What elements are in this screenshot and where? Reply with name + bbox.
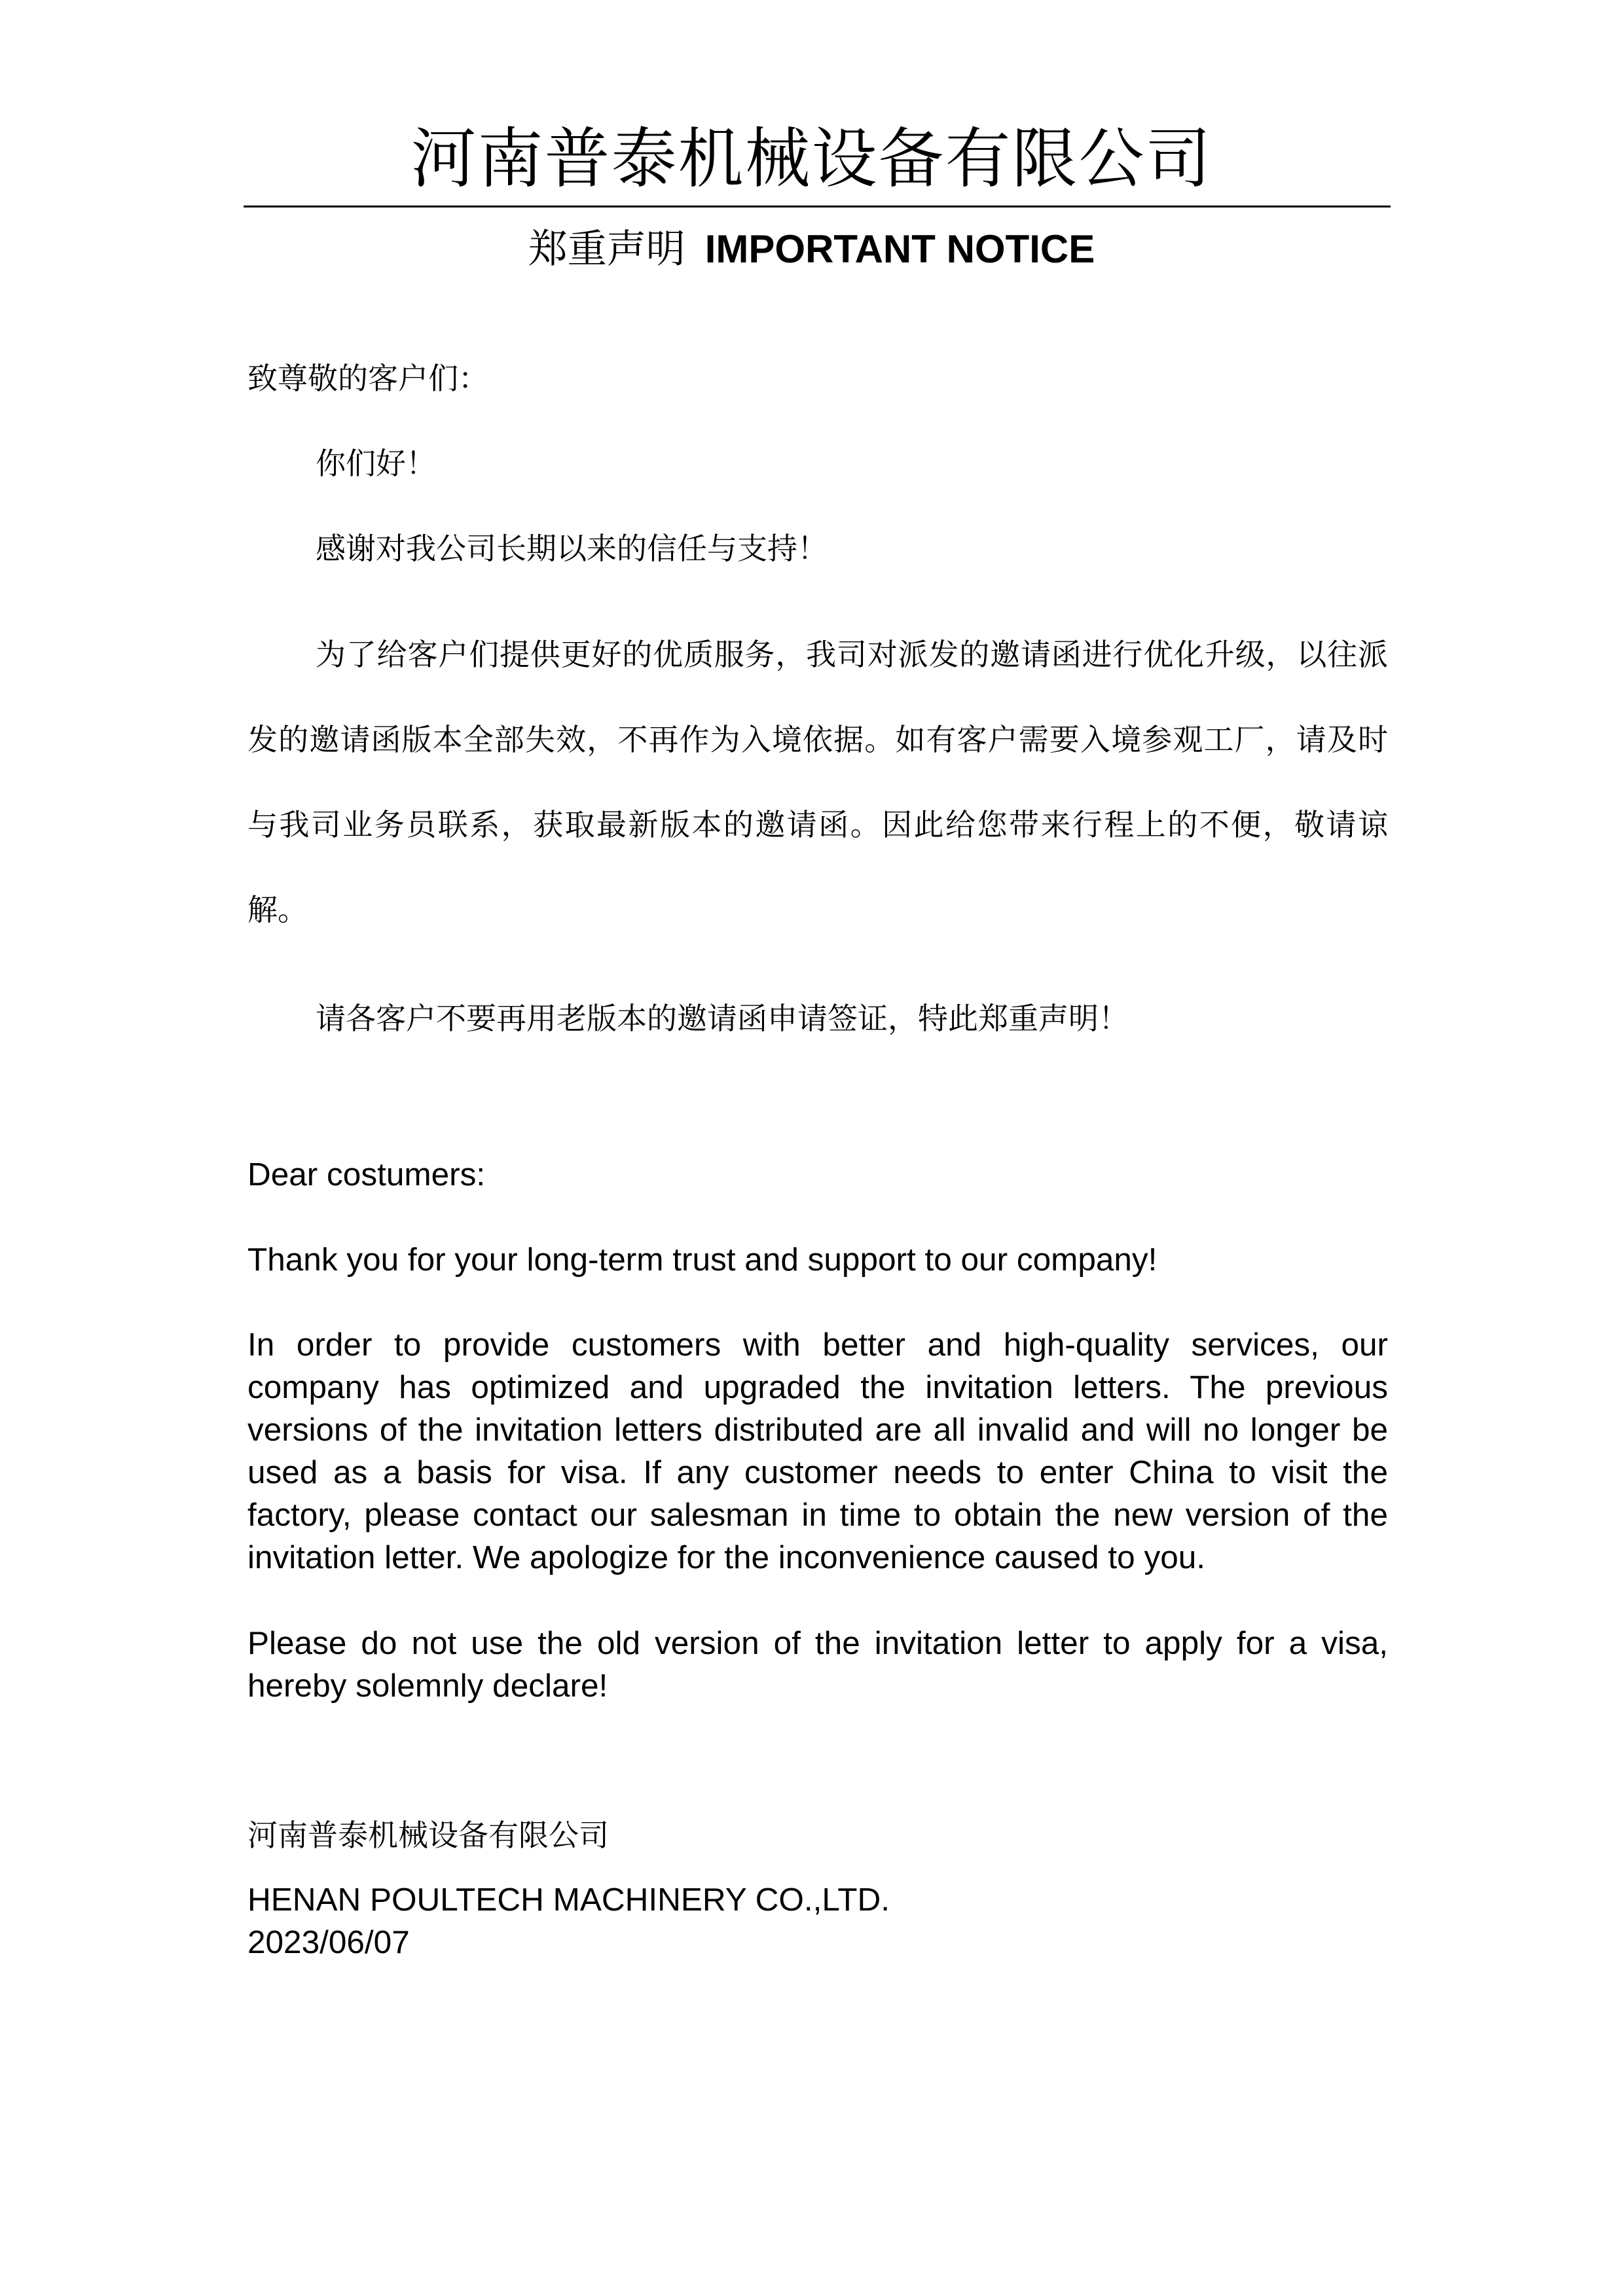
company-title: 河南普泰机械设备有限公司 bbox=[410, 120, 1213, 197]
notice-title-cn: 郑重声明 bbox=[528, 226, 685, 272]
cn-greeting: 你们好！ bbox=[316, 446, 436, 481]
en-thanks: Thank you for your long-term trust and support to our company! bbox=[247, 1242, 1158, 1278]
cn-salutation: 致尊敬的客户们： bbox=[247, 361, 488, 396]
signature-date: 2023/06/07 bbox=[247, 1924, 410, 1960]
signature-company-en: HENAN POULTECH MACHINERY CO.,LTD. bbox=[247, 1882, 890, 1918]
cn-declaration: 请各客户不要再用老版本的邀请函申请签证，特此郑重声明！ bbox=[316, 1001, 1129, 1036]
en-salutation: Dear costumers: bbox=[247, 1157, 486, 1193]
cn-body-paragraph: 为了给客户们提供更好的优质服务，我司对派发的邀请函进行优化升级，以往派发的邀请函版本全部失效，不再作为入境依据。如有客户需要入境参观工厂，请及时与我司业务员联系，获取最新版本的邀请函。因此给您带来行程上的不便，敬请谅解。 bbox=[247, 637, 1388, 927]
title-divider bbox=[244, 206, 1391, 207]
notice-title-en: IMPORTANT NOTICE bbox=[704, 227, 1095, 271]
en-body-paragraph: In order to provide customers with better and high-quality services, our company has optimized and upgraded the invitation letters. The previous versions of the invitation letters distributed are all invalid and will no longer be used as a basis for visa. If any customer needs to enter China to visit the factory, please contact our salesman in time to obtain the new version of the invitation letter. We apologize for the inconvenience caused to you. bbox=[247, 1327, 1388, 1575]
signature-company-cn: 河南普泰机械设备有限公司 bbox=[247, 1818, 609, 1853]
notice-title bbox=[0, 220, 1623, 279]
en-declaration: Please do not use the old version of the invitation letter to apply for a visa, hereby solemnly declare! bbox=[247, 1625, 1388, 1704]
cn-thanks: 感谢对我公司长期以来的信任与支持！ bbox=[316, 531, 828, 566]
